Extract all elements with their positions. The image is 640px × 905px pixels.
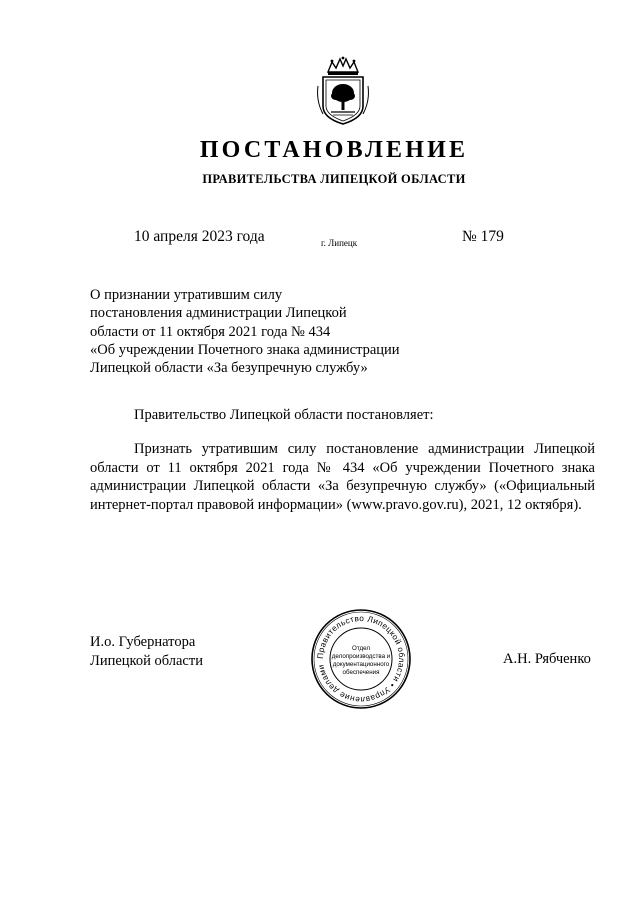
document-title: ПОСТАНОВЛЕНИЕ	[199, 137, 469, 163]
stamp-center-line: обеспечения	[342, 669, 380, 676]
document-city: г. Липецк	[321, 238, 358, 248]
stamp-center-line: Отдел	[352, 645, 370, 652]
subject-line: постановления администрации Липецкой	[90, 305, 347, 322]
signatory-name: А.Н. Рябченко	[503, 651, 591, 667]
document-number: № 179	[462, 228, 504, 245]
document-subtitle: ПРАВИТЕЛЬСТВА ЛИПЕЦКОЙ ОБЛАСТИ	[202, 172, 466, 186]
signatory-position	[90, 633, 203, 670]
coat-of-arms-icon	[314, 56, 372, 126]
subject-line: О признании утратившим силу	[90, 287, 283, 303]
subject-line: Липецкой области «За безупречную службу»	[90, 360, 368, 377]
document-date: 10 апреля 2023 года	[134, 228, 265, 245]
stamp-ring-text: Правительство Липецкой области • Управление делами	[315, 613, 407, 705]
stamp-center-line: документационного	[332, 661, 390, 668]
subject-line: области от 11 октября 2021 года № 434	[90, 323, 331, 340]
stamp-center-line: делопроизводства и	[331, 653, 391, 660]
body-intro: Правительство Липецкой области постановляет:	[134, 407, 434, 423]
signatory-position-line: Липецкой области	[90, 652, 203, 669]
body-paragraph: Признать утратившим силу постановление администрации Липецкой области от 11 октября 2021 года № 434 «Об учреждении Почетного знака администрации Липецкой области «За безупречную службу» («Официальный интернет-портал правовой информации» (www.pravo.gov.ru), 2021, 12 октября).	[90, 441, 595, 513]
round-stamp-icon	[310, 608, 412, 710]
signatory-position-line: И.о. Губернатора	[90, 634, 196, 650]
document-subject	[90, 286, 400, 377]
subject-line: «Об учреждении Почетного знака администрации	[90, 341, 400, 358]
